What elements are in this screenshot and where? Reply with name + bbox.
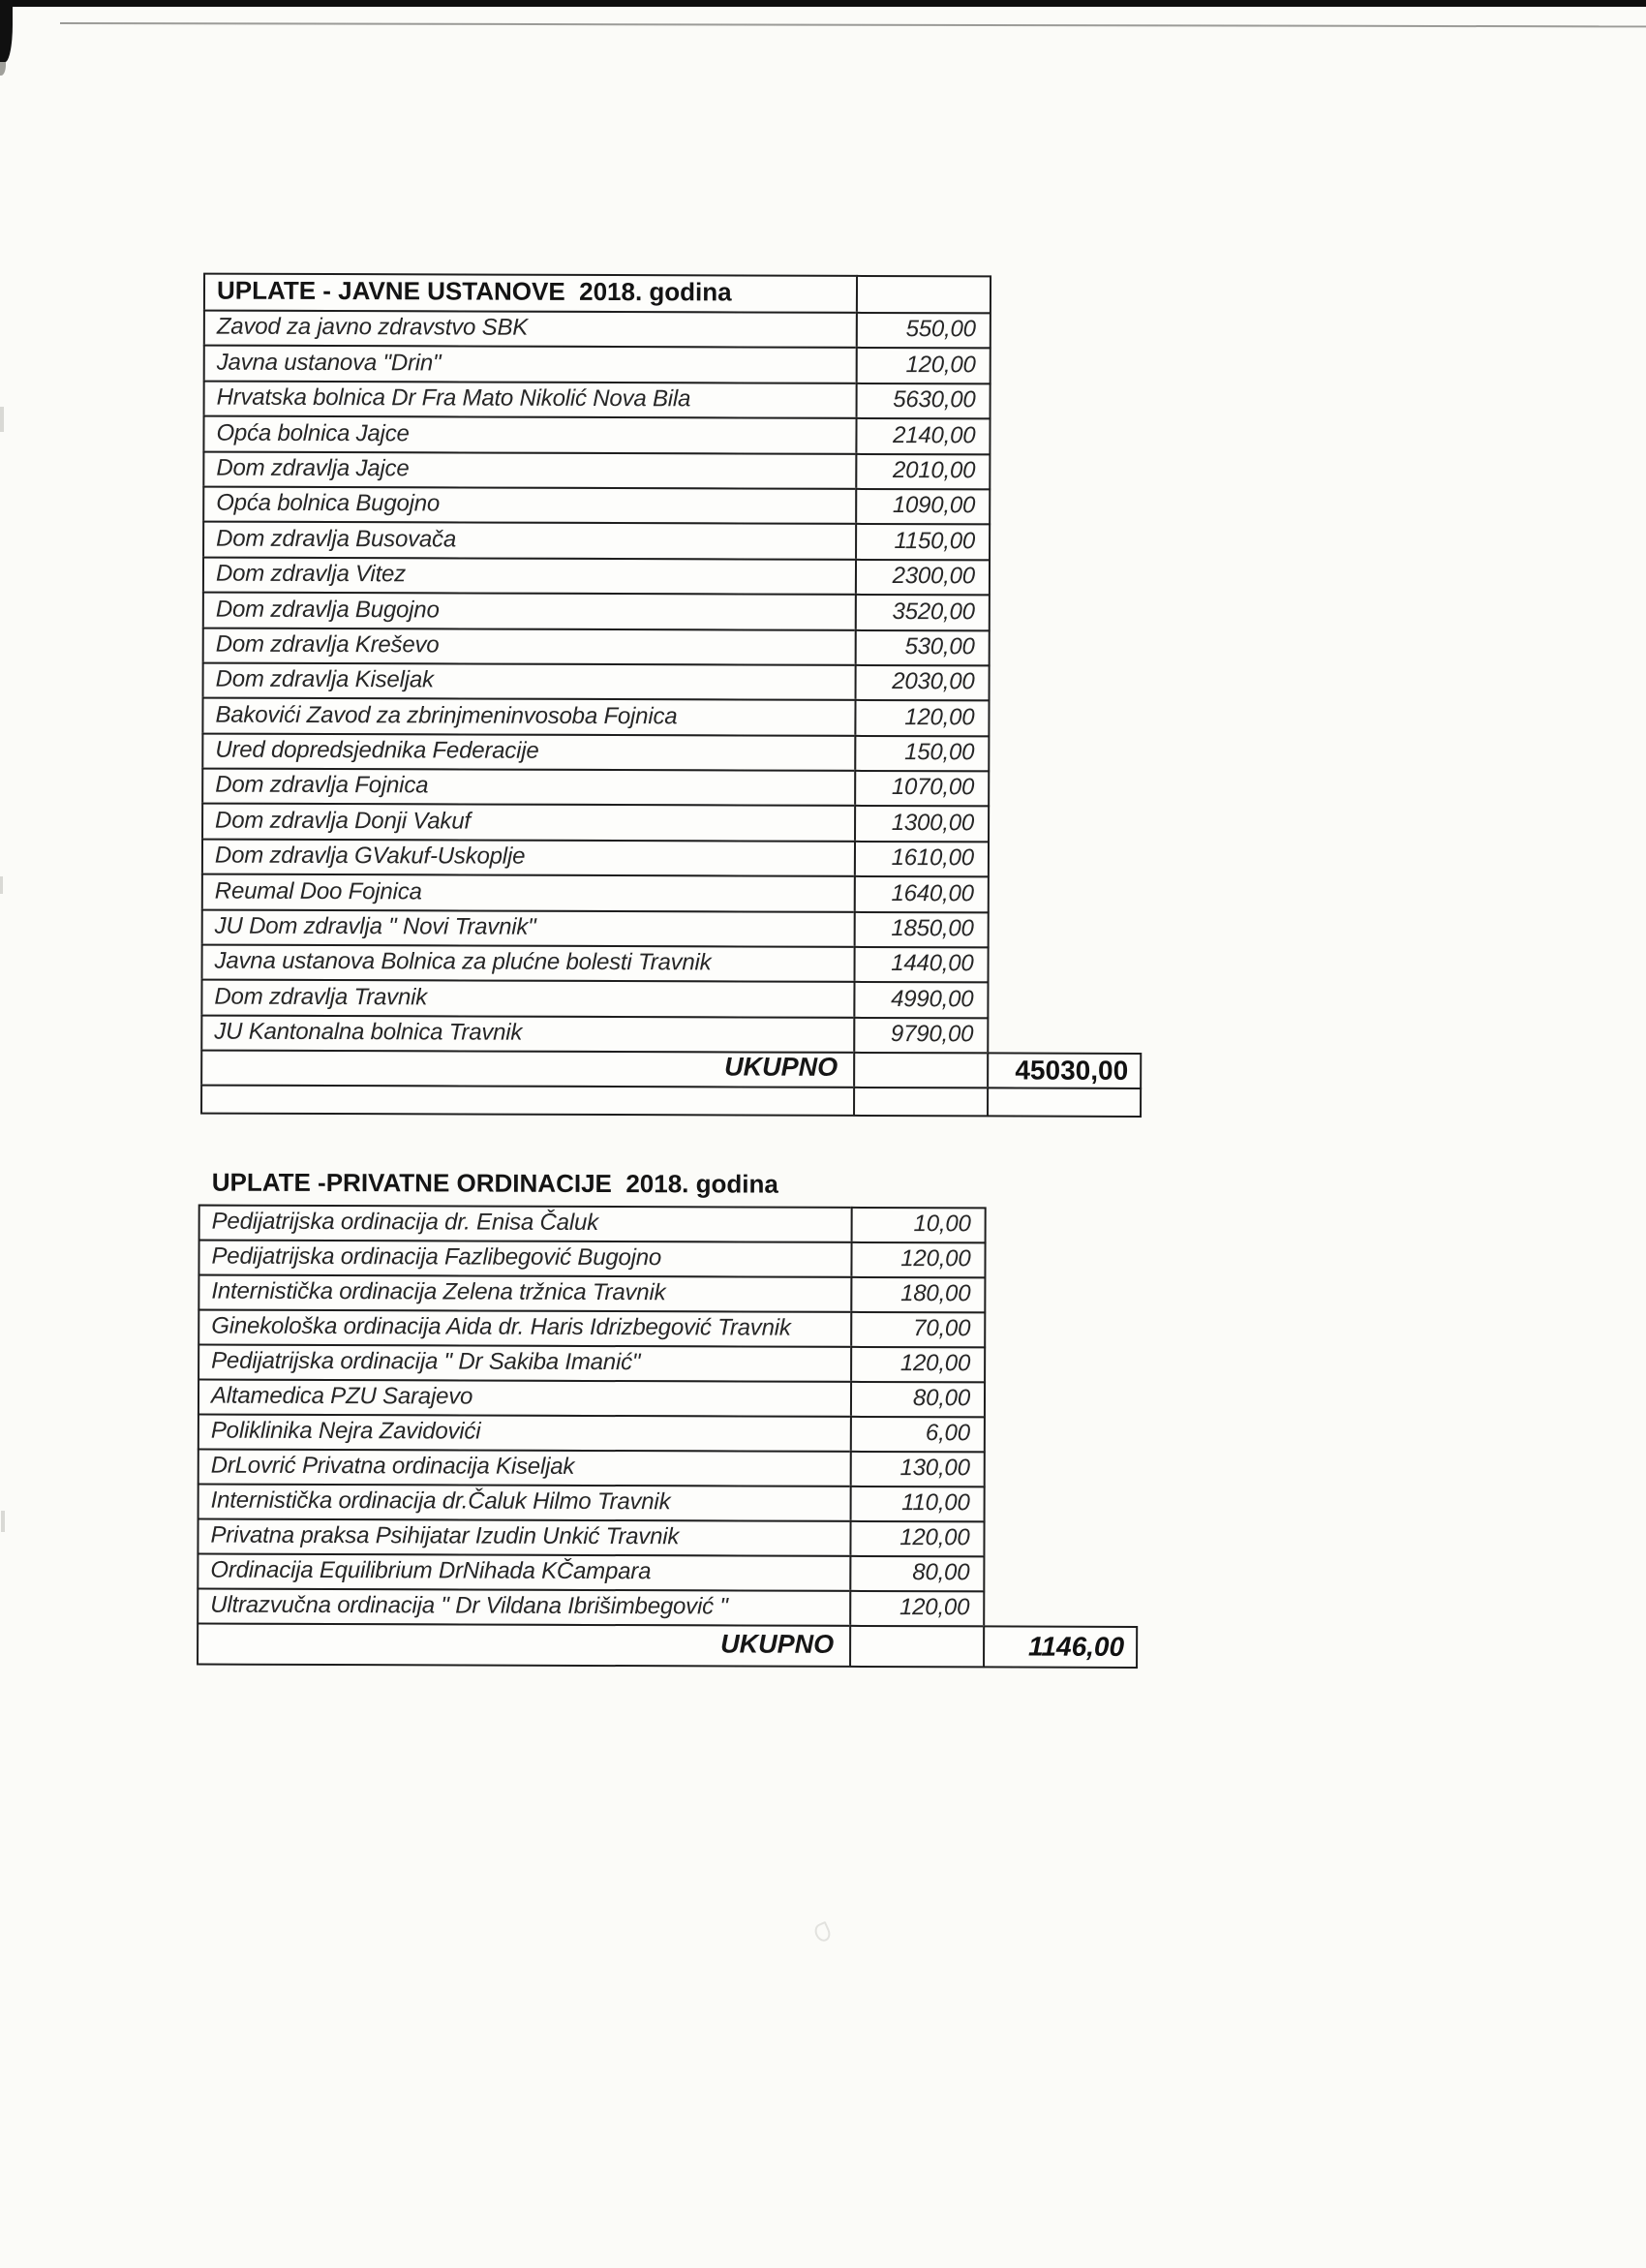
payment-amount: 80,00 bbox=[849, 1555, 985, 1592]
payment-amount: 1300,00 bbox=[854, 805, 990, 843]
payment-amount: 1090,00 bbox=[855, 488, 991, 526]
table-row bbox=[200, 1014, 1142, 1055]
table-row bbox=[201, 732, 1143, 773]
table-row bbox=[198, 1205, 1140, 1244]
payer-name: Pedijatrijska ordinacija dr. Enisa Čaluk bbox=[198, 1205, 853, 1243]
table-row bbox=[203, 380, 1144, 420]
payer-name: Zavod za javno zdravstvo SBK bbox=[203, 310, 858, 350]
table-privatne-ordinacije bbox=[197, 1207, 1140, 1669]
payer-name: Dom zdravlja GVakuf-Uskoplje bbox=[201, 838, 856, 877]
table-row bbox=[201, 697, 1143, 738]
payment-amount: 150,00 bbox=[854, 735, 990, 773]
payer-name: Dom zdravlja Fojnica bbox=[201, 768, 856, 808]
table-row bbox=[202, 592, 1143, 632]
table-row bbox=[201, 908, 1143, 949]
payer-name: Pedijatrijska ordinacija " Dr Sakiba Imanić" bbox=[198, 1344, 852, 1383]
payer-name: Ginekološka ordinacija Aida dr. Haris Idrizbegović Travnik bbox=[198, 1309, 852, 1348]
table-row bbox=[198, 1484, 1139, 1523]
table-row bbox=[202, 486, 1143, 527]
payer-name: JU Dom zdravlja " Novi Travnik" bbox=[201, 908, 856, 948]
table-row bbox=[198, 1274, 1139, 1314]
table1-header-empty-cell bbox=[856, 275, 991, 314]
payment-amount: 2030,00 bbox=[855, 664, 991, 702]
payment-amount: 120,00 bbox=[849, 1520, 985, 1557]
payment-amount: 9790,00 bbox=[853, 1017, 989, 1055]
payment-amount: 130,00 bbox=[850, 1451, 986, 1487]
table-row bbox=[201, 838, 1143, 878]
table1-total-row bbox=[200, 1050, 1142, 1089]
table-row bbox=[201, 803, 1143, 843]
table2-total-value: 1146,00 bbox=[983, 1625, 1138, 1669]
table1-total-label: UKUPNO bbox=[200, 1050, 855, 1088]
table-row bbox=[197, 1553, 1138, 1593]
payer-name: Internistička ordinacija dr.Čaluk Hilmo Travnik bbox=[198, 1484, 852, 1522]
payment-amount: 1640,00 bbox=[854, 875, 990, 913]
payer-name: Internistička ordinacija Zelena tržnica Travnik bbox=[198, 1274, 852, 1313]
payment-amount: 550,00 bbox=[856, 312, 991, 350]
payer-name: Dom zdravlja Bugojno bbox=[202, 592, 857, 631]
table-row bbox=[202, 661, 1143, 702]
payer-name: Ultrazvučna ordinacija " Dr Vildana Ibrišimbegović " bbox=[197, 1588, 851, 1627]
table1-rows bbox=[200, 310, 1144, 1056]
table-row bbox=[197, 1588, 1138, 1628]
table-row bbox=[198, 1309, 1139, 1349]
payer-name: Pedijatrijska ordinacija Fazlibegović Bugojno bbox=[198, 1240, 852, 1278]
payer-name: Opća bolnica Jajce bbox=[202, 415, 857, 455]
payment-amount: 1070,00 bbox=[854, 770, 990, 808]
payment-amount: 80,00 bbox=[850, 1381, 986, 1418]
table-row bbox=[203, 345, 1144, 385]
table1-trailing-empty-row bbox=[200, 1085, 1142, 1118]
table2-total-spacer-cell bbox=[849, 1625, 985, 1668]
payment-amount: 2140,00 bbox=[855, 417, 991, 455]
table-row bbox=[198, 1240, 1139, 1279]
payer-name: Poliklinika Nejra Zavidovići bbox=[198, 1414, 852, 1453]
payment-amount: 1610,00 bbox=[854, 841, 990, 878]
table2-title: UPLATE -PRIVATNE ORDINACIJE 2018. godina bbox=[211, 1167, 778, 1199]
payment-amount: 180,00 bbox=[850, 1276, 986, 1313]
payer-name: Dom zdravlja Kreševo bbox=[202, 627, 857, 666]
table-row bbox=[200, 979, 1142, 1020]
table-row bbox=[201, 873, 1143, 914]
table2-rows bbox=[197, 1205, 1140, 1628]
empty-cell bbox=[987, 1088, 1142, 1119]
table-row bbox=[201, 768, 1143, 809]
table-row bbox=[197, 1518, 1138, 1558]
payment-amount: 120,00 bbox=[856, 347, 991, 384]
payer-name: Dom zdravlja Vitez bbox=[202, 556, 857, 596]
table-row bbox=[202, 415, 1143, 456]
payer-name: Altamedica PZU Sarajevo bbox=[198, 1379, 852, 1418]
table-row bbox=[202, 556, 1143, 597]
payment-amount: 70,00 bbox=[850, 1311, 986, 1348]
payment-amount: 6,00 bbox=[850, 1416, 986, 1453]
payer-name: Ordinacija Equilibrium DrNihada KČampara bbox=[197, 1553, 851, 1592]
payment-amount: 1150,00 bbox=[855, 523, 991, 561]
payer-name: Bakovići Zavod za zbrinjmeninvosoba Fojnica bbox=[201, 697, 856, 737]
table-row bbox=[202, 627, 1143, 667]
table1-header-row bbox=[203, 273, 1144, 315]
payment-amount: 530,00 bbox=[855, 628, 991, 666]
payment-amount: 1850,00 bbox=[854, 911, 990, 949]
payer-name: JU Kantonalna bolnica Travnik bbox=[200, 1014, 855, 1054]
table-row bbox=[203, 310, 1144, 351]
table1-title: UPLATE - JAVNE USTANOVE 2018. godina bbox=[203, 273, 858, 314]
empty-cell bbox=[200, 1085, 855, 1117]
payer-name: Hrvatska bolnica Dr Fra Mato Nikolić Nova Bila bbox=[203, 380, 858, 419]
table2-total-row bbox=[197, 1623, 1138, 1669]
table1-total-spacer-cell bbox=[853, 1052, 989, 1088]
table-row bbox=[198, 1344, 1139, 1384]
payer-name: Dom zdravlja Kiseljak bbox=[202, 661, 857, 701]
payment-amount: 2300,00 bbox=[855, 559, 991, 597]
table-javne-ustanove bbox=[200, 273, 1144, 1119]
table2-total-label: UKUPNO bbox=[197, 1623, 851, 1668]
payer-name: Dom zdravlja Donji Vakuf bbox=[201, 803, 856, 843]
table-row bbox=[202, 521, 1143, 562]
table-row bbox=[201, 944, 1143, 985]
payer-name: Ured dopredsjednika Federacije bbox=[201, 732, 856, 772]
payment-amount: 3520,00 bbox=[855, 594, 991, 631]
payer-name: Dom zdravlja Jajce bbox=[202, 450, 857, 490]
table-row bbox=[198, 1449, 1139, 1488]
payer-name: DrLovrić Privatna ordinacija Kiseljak bbox=[198, 1449, 852, 1487]
payment-amount: 120,00 bbox=[850, 1346, 986, 1383]
table-row bbox=[198, 1414, 1139, 1454]
payer-name: Javna ustanova "Drin" bbox=[203, 345, 858, 384]
payment-amount: 110,00 bbox=[850, 1486, 986, 1522]
table1-total-value: 45030,00 bbox=[987, 1053, 1142, 1090]
payment-amount: 1440,00 bbox=[854, 946, 990, 984]
payment-amount: 120,00 bbox=[850, 1241, 986, 1278]
payment-amount: 4990,00 bbox=[853, 981, 989, 1019]
payer-name: Javna ustanova Bolnica za plućne bolesti Travnik bbox=[201, 944, 856, 984]
payer-name: Dom zdravlja Busovača bbox=[202, 521, 857, 561]
payment-amount: 10,00 bbox=[851, 1207, 987, 1243]
payment-amount: 120,00 bbox=[849, 1590, 985, 1627]
payment-amount: 5630,00 bbox=[856, 383, 991, 420]
empty-cell bbox=[853, 1087, 989, 1117]
payer-name: Opća bolnica Bugojno bbox=[202, 486, 857, 526]
payer-name: Dom zdravlja Travnik bbox=[200, 979, 855, 1019]
payment-amount: 120,00 bbox=[854, 699, 990, 737]
table-row bbox=[198, 1379, 1139, 1419]
table-row bbox=[202, 450, 1143, 491]
payer-name: Reumal Doo Fojnica bbox=[201, 873, 856, 913]
payment-amount: 2010,00 bbox=[855, 452, 991, 490]
payer-name: Privatna praksa Psihijatar Izudin Unkić Travnik bbox=[197, 1518, 851, 1557]
